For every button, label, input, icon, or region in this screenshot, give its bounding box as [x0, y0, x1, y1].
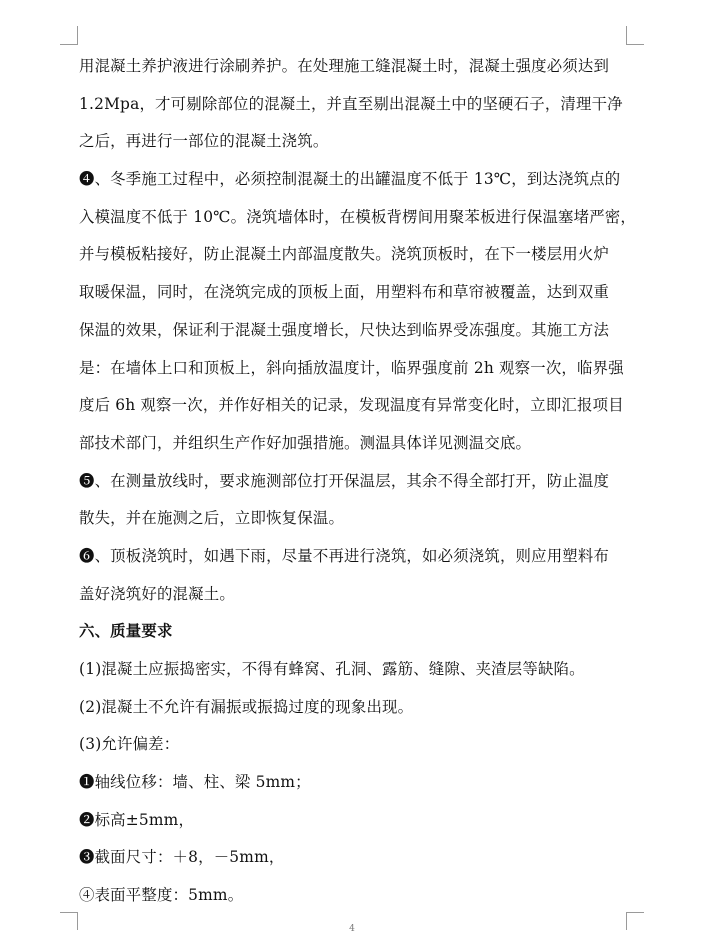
- document-body: [79, 48, 636, 915]
- crop-mark-bottom-right: [626, 912, 644, 913]
- text-line: ④表面平整度：5mm。: [79, 886, 244, 905]
- text-line: ➏、顶板浇筑时，如遇下雨，尽量不再进行浇筑，如必须浇筑，则应用塑料布: [79, 546, 610, 565]
- section-heading: 六、质量要求: [79, 622, 173, 641]
- crop-mark-top-left: [77, 26, 78, 44]
- text-line: 并与模板粘接好，防止混凝土内部温度散失。浇筑顶板时，在下一楼层用火炉: [79, 245, 610, 264]
- text-line: (1)混凝土应振捣密实，不得有蜂窝、孔洞、露筋、缝隙、夹渣层等缺陷。: [79, 660, 585, 678]
- text-line: ➊轴线位移：墙、柱、梁 5mm；: [79, 773, 311, 792]
- text-line: 盖好浇筑好的混凝土。: [79, 584, 235, 603]
- text-line: ➍、冬季施工过程中，必须控制混凝土的出罐温度不低于 13℃，到达浇筑点的: [79, 170, 621, 189]
- text-line: 之后，再进行一部位的混凝土浇筑。: [79, 132, 329, 151]
- crop-mark-top-right: [626, 44, 644, 45]
- text-line: 度后 6h 观察一次，并作好相关的记录，发现温度有异常变化时，立即汇报项目: [79, 396, 624, 415]
- text-line: 入模温度不低于 10℃。浇筑墙体时，在模板背楞间用聚苯板进行保温塞堵严密，: [79, 207, 636, 226]
- text-line: 是：在墙体上口和顶板上，斜向插放温度计，临界强度前 2h 观察一次，临界强: [79, 358, 624, 377]
- text-line: (2)混凝土不允许有漏振或振捣过度的现象出现。: [79, 697, 414, 716]
- text-line: 保温的效果，保证利于混凝土强度增长，尺快达到临界受冻强度。其施工方法: [79, 320, 610, 339]
- text-line: ➎、在测量放线时，要求施测部位打开保温层，其余不得全部打开，防止温度: [79, 471, 610, 490]
- page-number: 4: [349, 924, 355, 934]
- text-line: 用混凝土养护液进行涂刷养护。在处理施工缝混凝土时，混凝土强度必须达到: [79, 57, 610, 75]
- text-line: ➌截面尺寸：＋8，－5mm，: [79, 848, 285, 867]
- text-line: 部技术部门，并组织生产作好加强措施。测温具体详见测温交底。: [79, 433, 532, 452]
- text-line: 1.2Mpa，才可剔除部位的混凝土，并直至剔出混凝土中的坚硬石子，清理干净: [79, 94, 623, 113]
- text-line: 散失，并在施测之后，立即恢复保温。: [79, 509, 345, 528]
- text-line: ➋标高±5mm，: [79, 810, 195, 829]
- crop-mark-top-right: [626, 26, 627, 44]
- crop-mark-top-left: [60, 44, 78, 45]
- text-line: (3)允许偏差：: [79, 735, 180, 754]
- text-line: 取暖保温，同时，在浇筑完成的顶板上面，用塑料布和草帘被覆盖，达到双重: [79, 283, 610, 302]
- crop-mark-bottom-left: [60, 912, 78, 913]
